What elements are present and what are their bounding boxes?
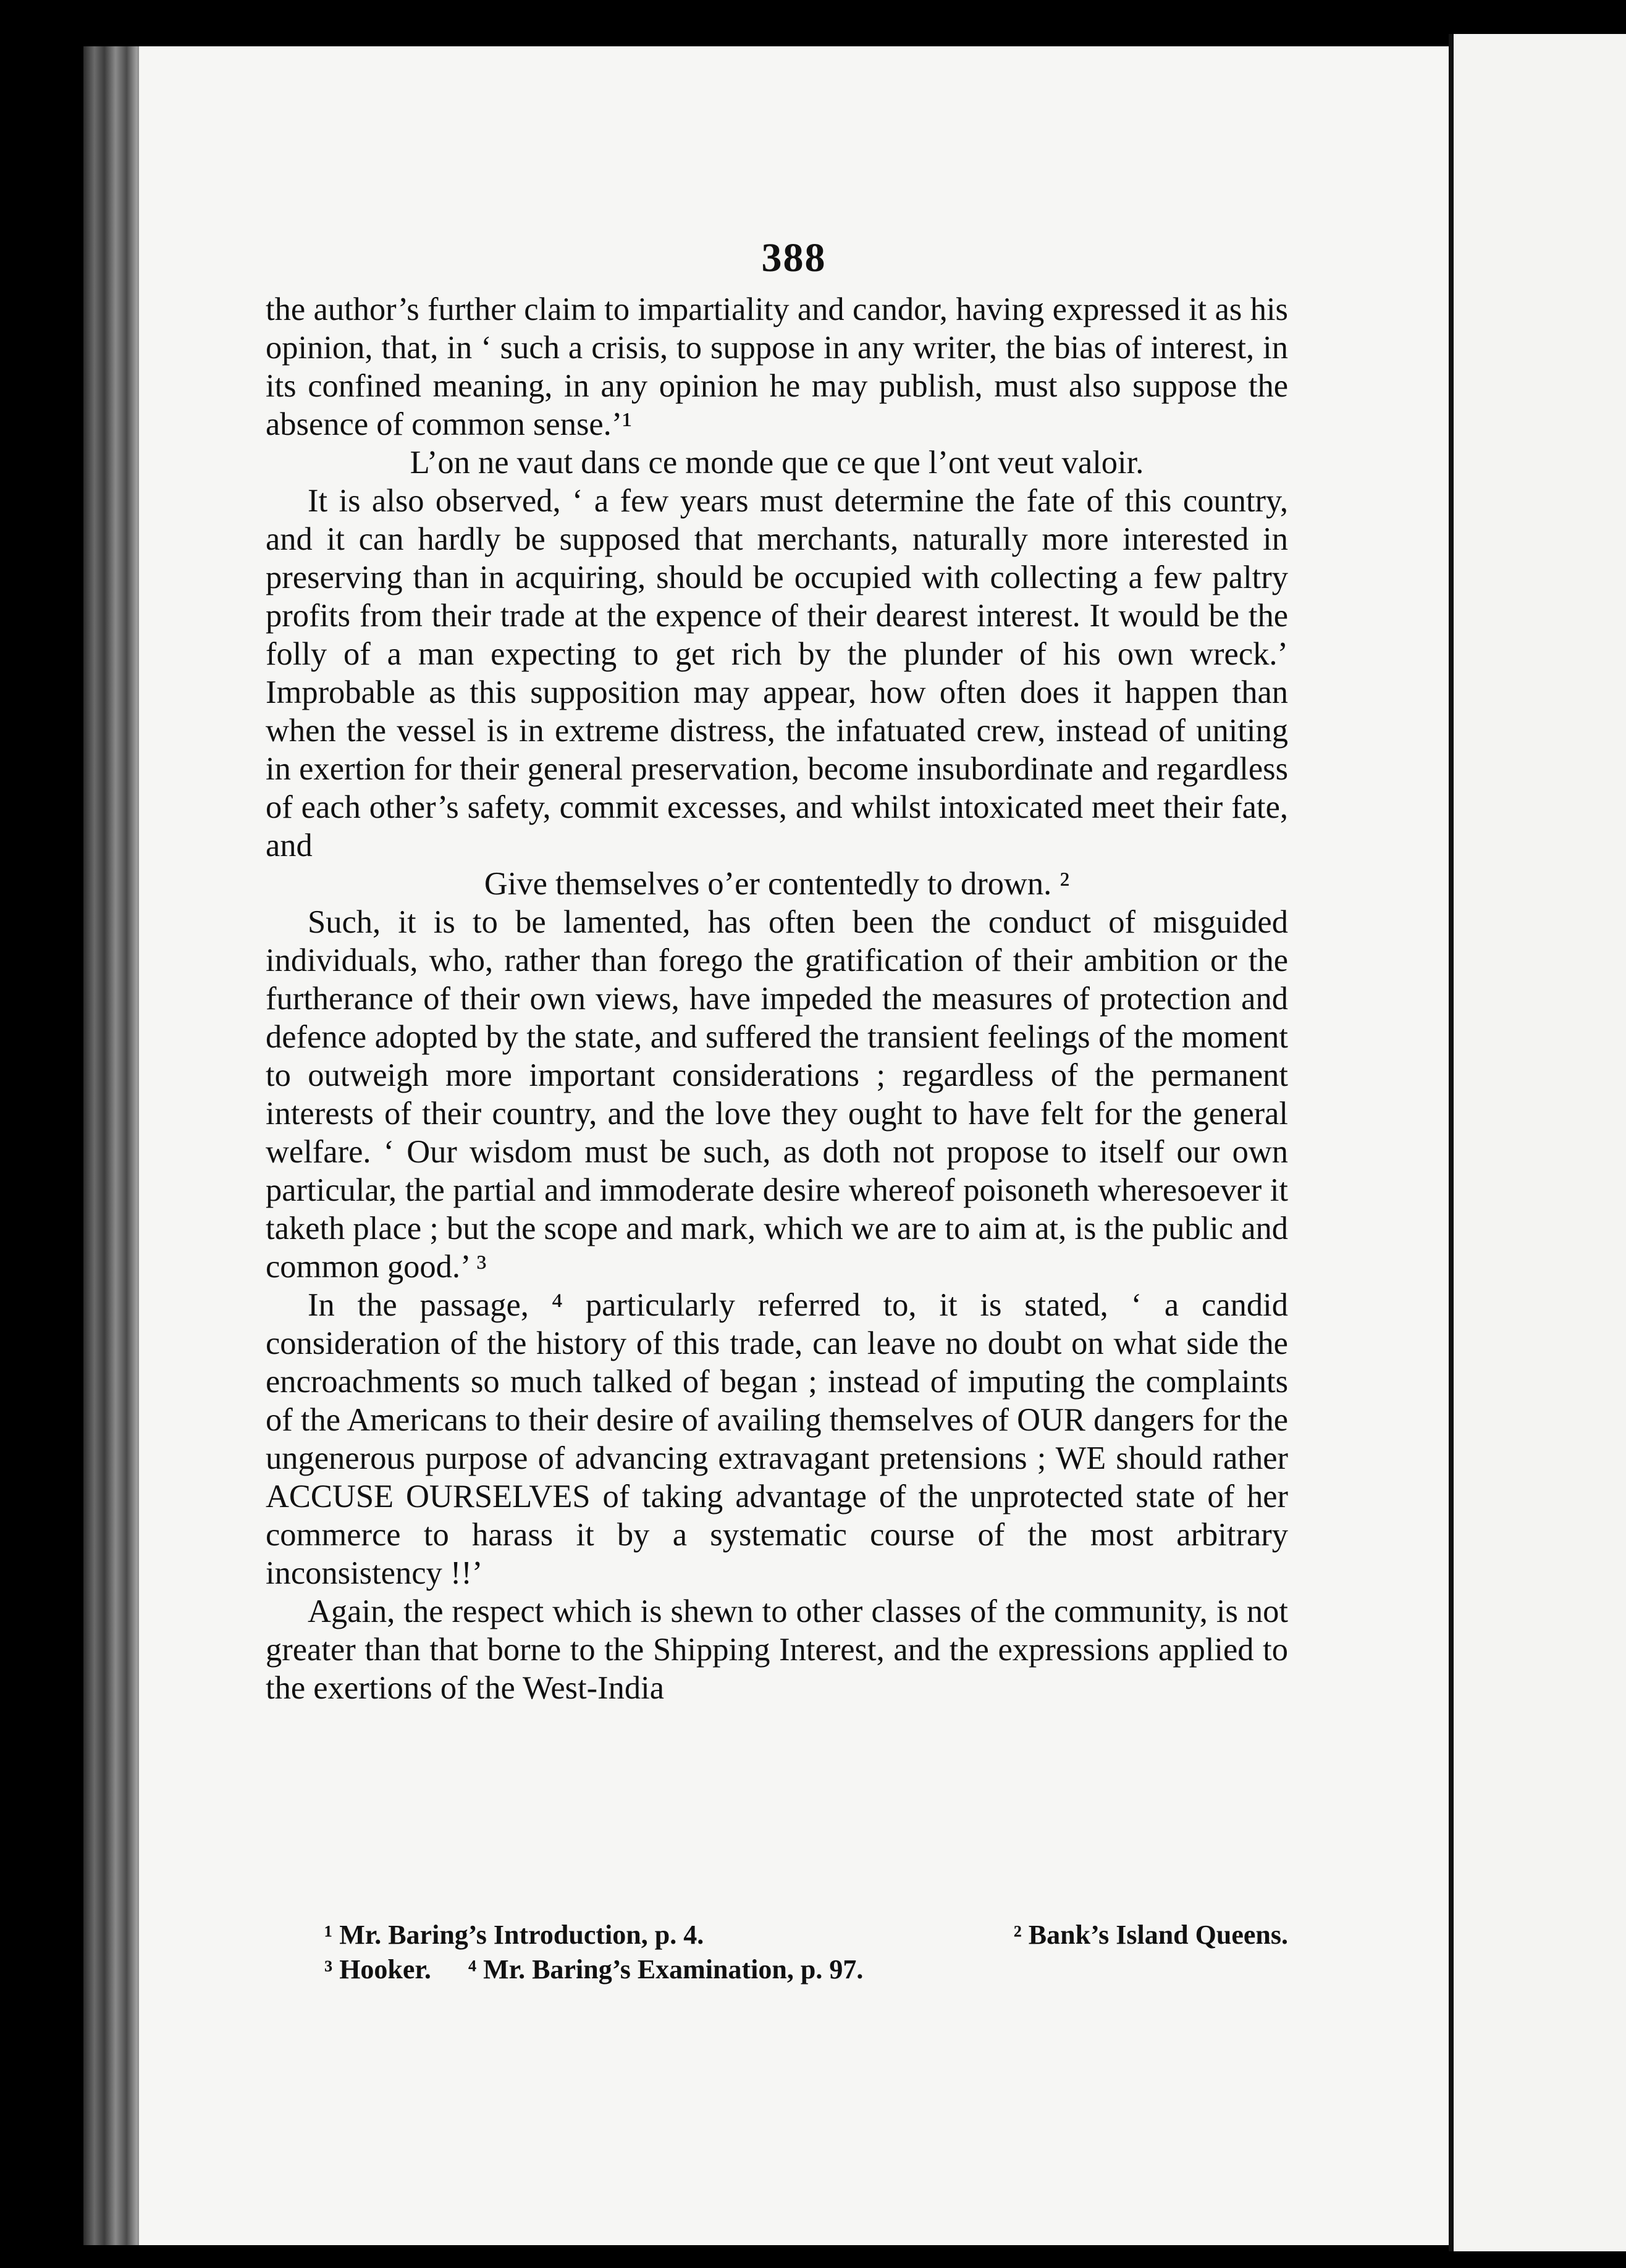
page-gutter <box>1449 34 1454 2251</box>
footnote-2: ² Bank’s Island Queens. <box>1013 1920 1288 1950</box>
footnote-row-2 <box>324 1952 1288 1987</box>
footnote-row-1 <box>324 1918 1288 1952</box>
footnote-4: ⁴ Mr. Baring’s Examination, p. 97. <box>468 1954 864 1984</box>
facing-page-edge <box>1454 34 1626 2251</box>
body-text <box>266 290 1288 1707</box>
paragraph-3: It is also observed, ‘ a few years must determine the fate of this country, and it can hardly be supposed that merchants, naturally more interested in preserving than in acquiring, should be occupied with collecting a few paltry profits from their trade at the expence of their dearest interest. It would be the folly of a man expecting to get rich by the plunder of his own wreck.’ Improbable as this supposition may appear, how often does it happen than when the vessel is in extreme distress, the infatuated crew, instead of uniting in exertion for their general preservation, become insubordinate and regardless of each other’s safety, commit excesses, and whilst intoxicated meet their fate, and <box>266 483 1288 863</box>
footnote-1: ¹ Mr. Baring’s Introduction, p. 4. <box>324 1920 704 1950</box>
paragraph-2-motto: L’on ne vaut dans ce monde que ce que l’ont veut valoir. <box>410 445 1144 481</box>
paragraph-1: the author’s further claim to impartiality and candor, having expressed it as his opinion, that, in ‘ such a crisis, to suppose in any writer, the bias of interest, in its confined meaning, in any opinion he may publish, must also suppose the absence of common sense.’¹ <box>266 292 1288 442</box>
paragraph-7: Again, the respect which is shewn to other classes of the community, is not greater than that borne to the Shipping Interest, and the expressions applied to the exertions of the West-India <box>266 1594 1288 1706</box>
paragraph-5: Such, it is to be lamented, has often been the conduct of misguided individuals, who, rather than forego the gratification of their ambition or the furtherance of their own views, have impeded the measures of protection and defence adopted by the state, and suffered the transient feelings of the moment to outweigh more important considerations ; regardless of the permanent interests of their country, and the love they ought to have felt for the general welfare. ‘ Our wisdom must be such, as doth not propose to itself our own particular, the partial and immoderate desire whereof poisoneth wheresoever it taketh place ; but the scope and mark, which we are to aim at, is the public and common good.’ ³ <box>266 904 1288 1285</box>
footnotes <box>324 1918 1288 1987</box>
footnote-3: ³ Hooker. <box>324 1954 431 1984</box>
paragraph-6: In the passage, ⁴ particularly referred to, it is stated, ‘ a candid consideration of the history of this trade, can leave no doubt on what side the encroachments so much talked of began ; instead of imputing the complaints of the Americans to their desire of availing themselves of OUR dangers for the ungenerous purpose of advancing extravagant pretensions ; WE should rather ACCUSE OURSELVES of taking advantage of the unprotected state of her commerce to harass it by a systematic course of the most arbitrary inconsistency !!’ <box>266 1287 1288 1591</box>
paragraph-4-verse: Give themselves o’er contentedly to drown. ² <box>484 866 1070 902</box>
book-spine-edge <box>83 46 145 2245</box>
page-number: 388 <box>761 235 827 280</box>
